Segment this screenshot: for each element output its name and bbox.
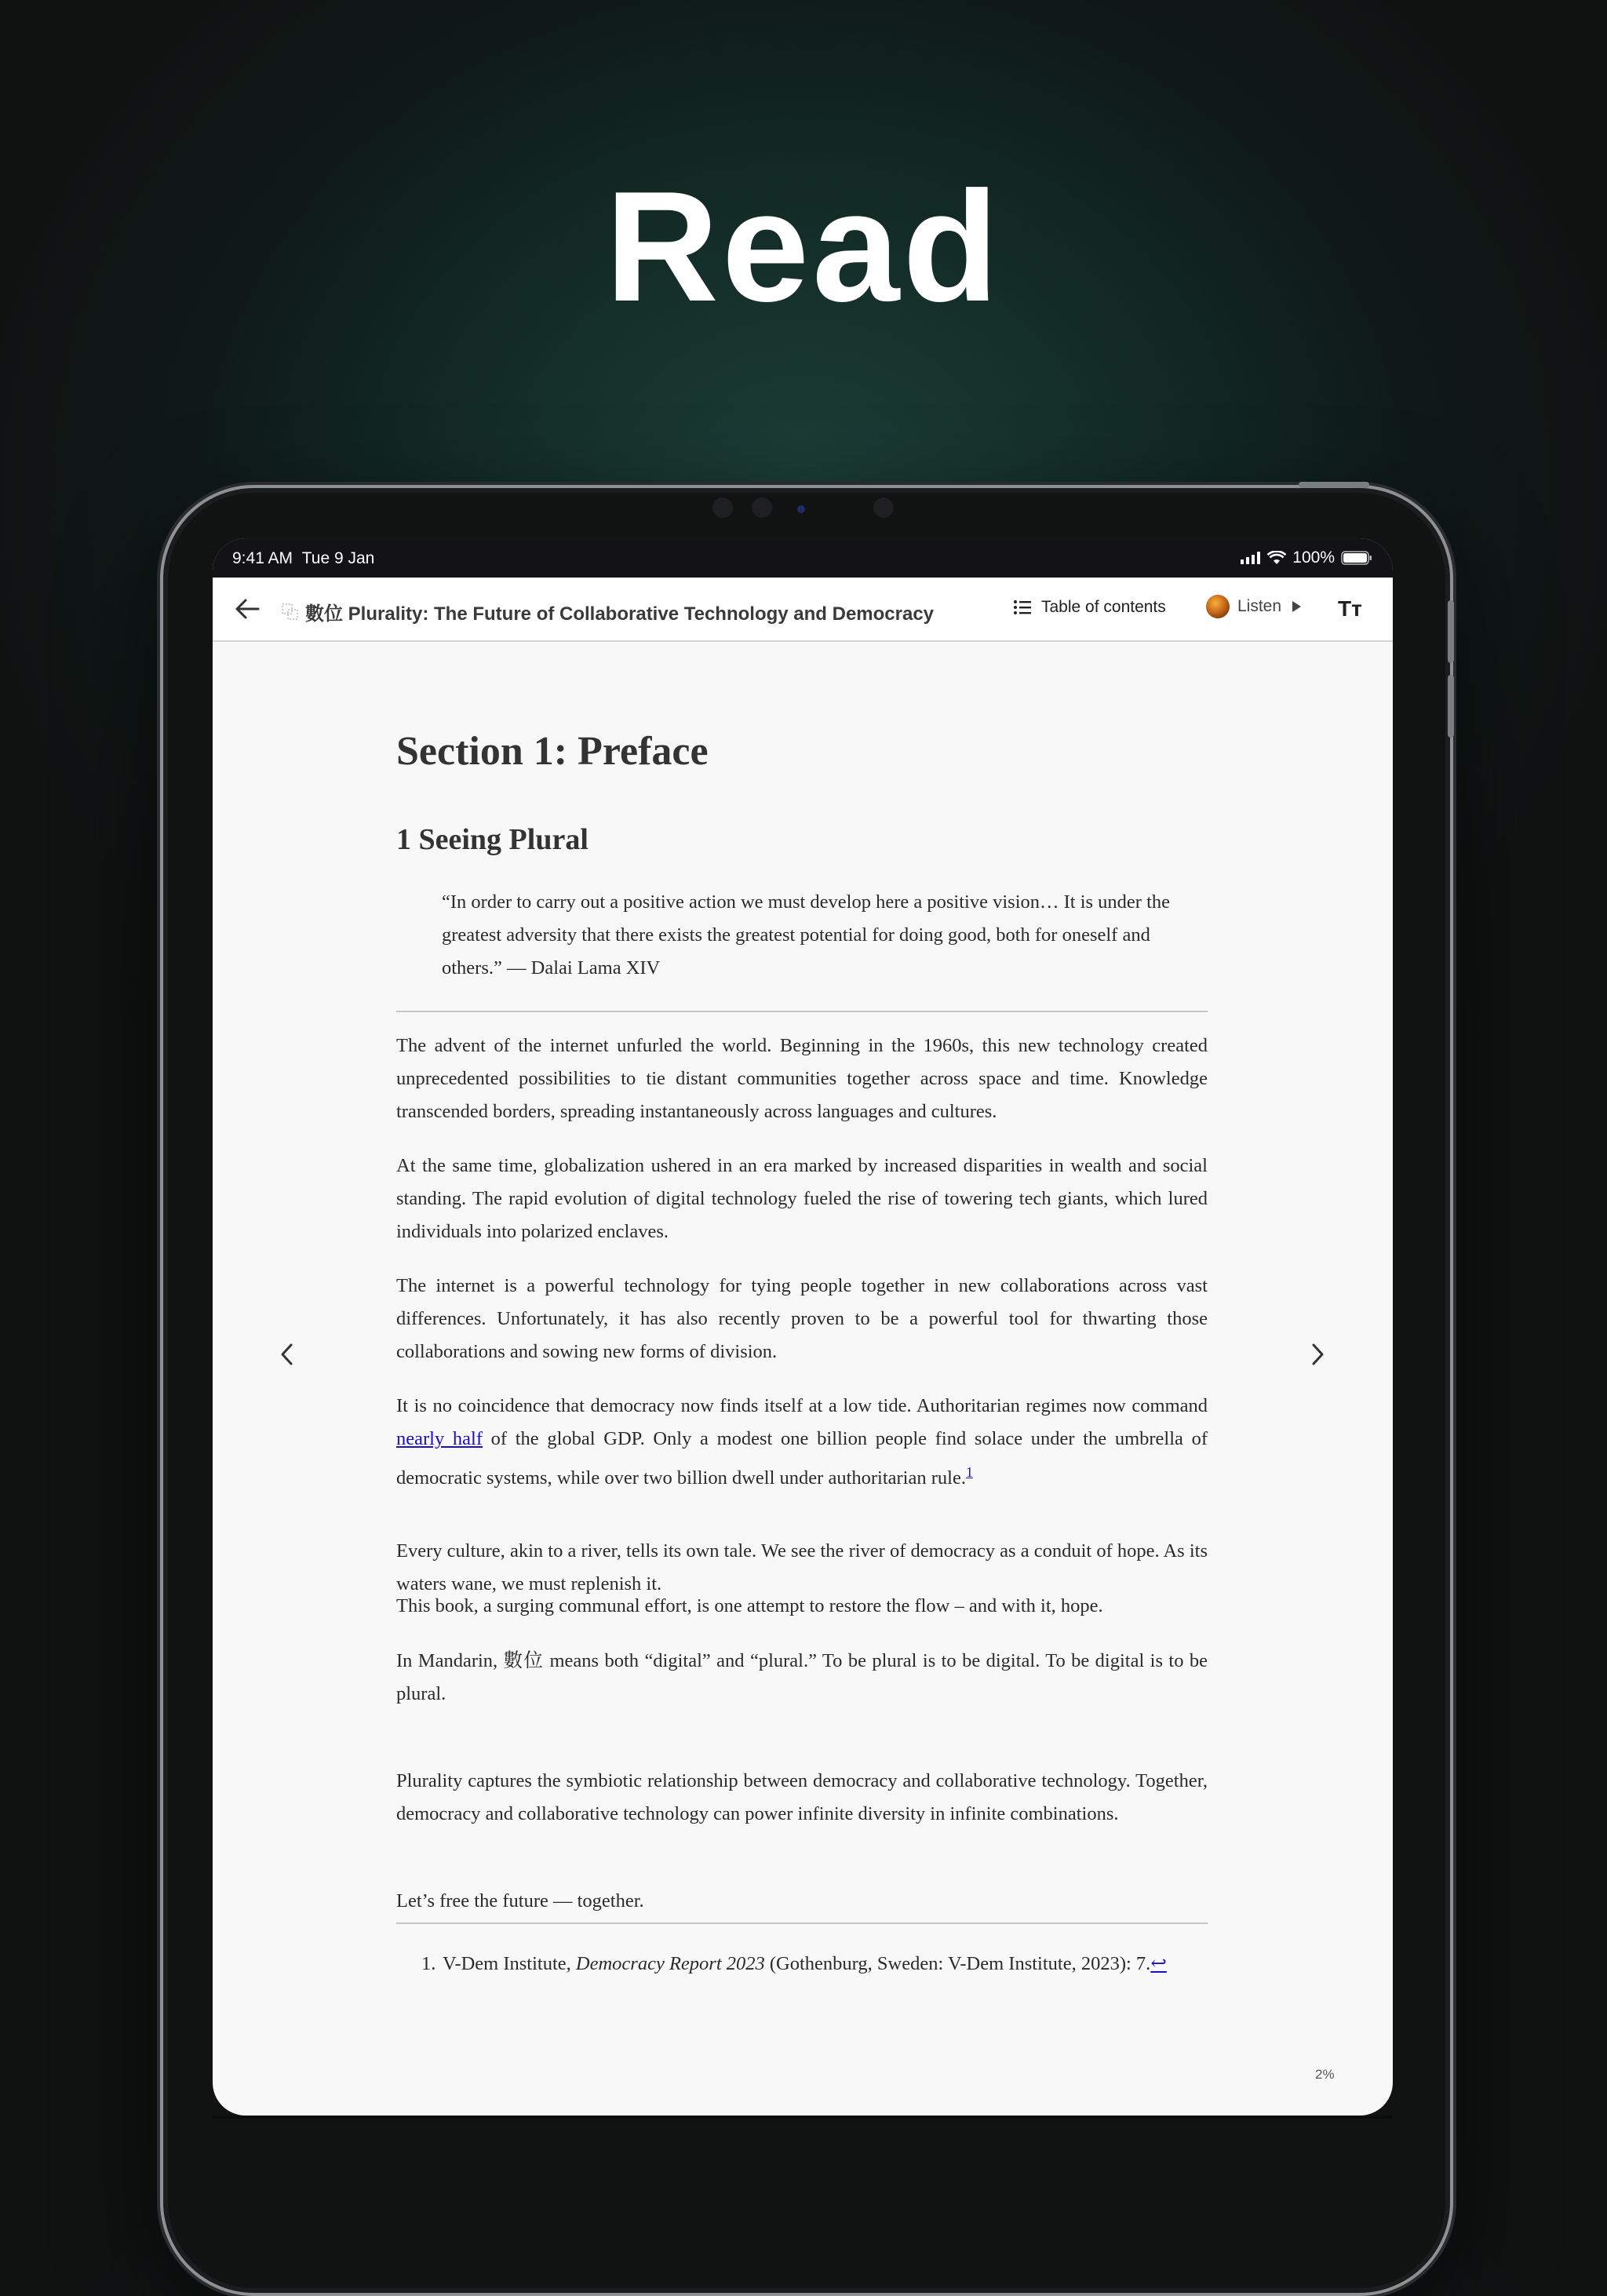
toc-label: Table of contents <box>1041 598 1166 616</box>
list-icon <box>1013 599 1032 616</box>
footnotes-divider <box>396 1922 1208 1924</box>
status-indicators <box>1241 548 1372 567</box>
camera-sensor <box>873 497 894 518</box>
hero-title: Read <box>605 159 1002 334</box>
reader-toolbar <box>213 578 1393 642</box>
footnote-backlink[interactable]: ↩ <box>1150 1953 1167 1974</box>
book-cover-icon <box>282 603 299 621</box>
play-icon <box>1289 599 1303 614</box>
nearly-half-link[interactable]: nearly half <box>396 1428 483 1449</box>
battery-percent: 100% <box>1292 548 1335 567</box>
cellular-signal-icon <box>1241 552 1261 564</box>
footnote-number: 1. <box>421 1953 436 1974</box>
divider <box>396 1011 1208 1012</box>
listen-button[interactable] <box>1206 595 1303 618</box>
battery-icon <box>1341 551 1372 565</box>
status-time: 9:41 AM Tue 9 Jan <box>232 549 375 567</box>
text-size-icon: Tт <box>1338 596 1362 621</box>
paragraph: The advent of the internet unfurled the world. Beginning in the 1960s, this new technology created unprecedented possibilities to tie distant communities together across space and time. Knowledge transcended borders, spreading instantaneously across languages and cultures. <box>396 1035 1208 1122</box>
book-title-link[interactable] <box>282 598 934 625</box>
table-of-contents-button[interactable] <box>1013 598 1166 617</box>
book-title: 數位 Plurality: The Future of Collaborative Technology and Democracy <box>305 603 935 625</box>
paragraph: The internet is a powerful technology for tying people together in new collaborations across vast differences. Unfortunately, it has also recently proven to be a powerful tool for thwarting those collaborations and sowing new forms of division. <box>396 1275 1208 1362</box>
status-bar <box>213 538 1393 578</box>
reader-screen <box>213 538 1393 2116</box>
previous-page-chevron-icon[interactable] <box>275 1339 299 1370</box>
screen-bottom-bezel <box>213 2116 1393 2119</box>
footnote-ref-1[interactable]: 1 <box>965 1464 973 1480</box>
wifi-icon <box>1267 551 1286 565</box>
paragraph: Every culture, akin to a river, tells its own tale. We see the river of democracy as a conduit of hope. As its waters wane, we must replenish it. <box>396 1540 1208 1594</box>
paragraph: Plurality captures the symbiotic relationship between democracy and collaborative technology. Together, democracy and collaborative technology can power infinite diversity in infinite combinations. <box>396 1770 1208 1824</box>
reading-progress: 2% <box>1315 2067 1335 2082</box>
next-page-chevron-icon[interactable] <box>1306 1339 1329 1370</box>
chapter-title: 1 Seeing Plural <box>396 823 589 856</box>
epigraph: “In order to carry out a positive action we must develop here a positive vision… It is under the greatest adversity that there exists the greatest potential for doing good, both for oneself and others.” — Dalai Lama XIV <box>442 891 1171 979</box>
footnote-item: 1. V-Dem Institute, Democracy Report 2023 (Gothenburg, Sweden: V-Dem Institute, 2023): 7.↩ <box>396 1948 1208 1981</box>
volume-up-button <box>1448 600 1454 663</box>
listen-label: Listen <box>1237 597 1282 615</box>
paragraph: It is no coincidence that democracy now finds itself at a low tide. Authoritarian regimes now command nearly half of the global GDP. Only a modest one billion people find solace under the umbrella of democratic systems, while over two billion dwell under authoritarian rule.$^1$ <box>396 1395 1208 1489</box>
back-arrow-icon[interactable] <box>231 595 263 623</box>
paragraph: In Mandarin, 數位 means both “digital” and “plural.” To be plural is to be digital. To be digital is to be plural. <box>396 1650 1208 1704</box>
section-title: Section 1: Preface <box>396 729 709 774</box>
top-button <box>1299 482 1369 488</box>
camera-lens <box>797 505 805 513</box>
narrator-avatar <box>1206 595 1230 618</box>
volume-down-button <box>1448 675 1454 738</box>
paragraph: At the same time, globalization ushered in an era marked by increased disparities in wealth and social standing. The rapid evolution of digital technology fueled the rise of towering tech giants, which lured individuals into polarized enclaves. <box>396 1155 1208 1242</box>
paragraph: This book, a surging communal effort, is one attempt to restore the flow – and with it, hope. <box>396 1595 1103 1616</box>
paragraph: Let’s free the future — together. <box>396 1890 644 1912</box>
camera-sensor <box>712 497 733 518</box>
camera-sensor <box>752 497 772 518</box>
text-size-button[interactable] <box>1338 596 1362 621</box>
